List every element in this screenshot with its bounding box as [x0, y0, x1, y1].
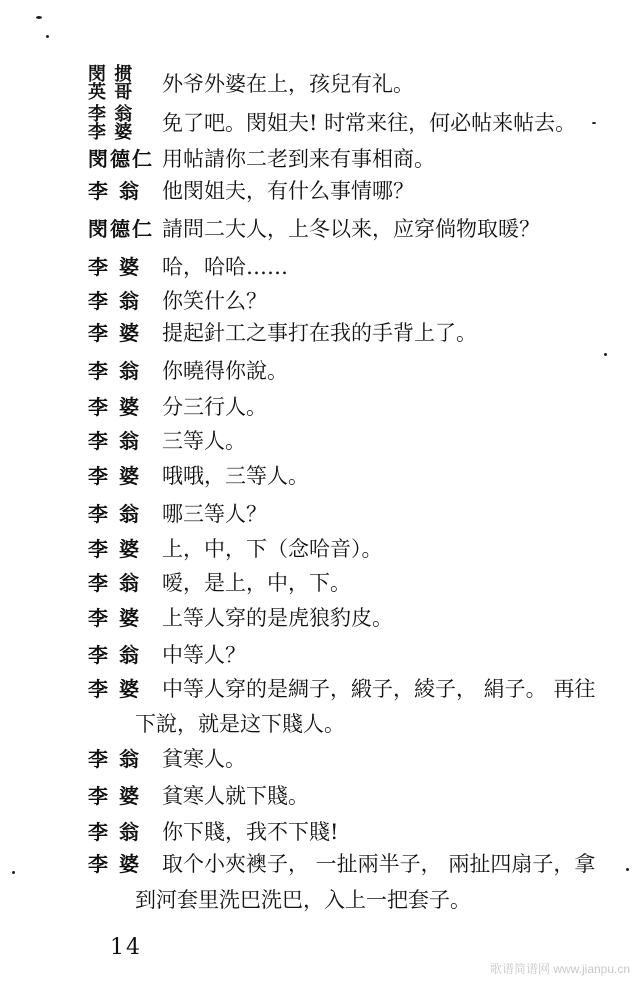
speaker-name: 李 翁: [88, 104, 134, 125]
speaker: [88, 644, 141, 666]
speaker-name: 李 翁: [88, 571, 141, 595]
speaker: [88, 748, 141, 770]
speaker-name: 李 婆: [88, 395, 141, 419]
speech-text: 嗳，是上，中，下。: [162, 571, 351, 595]
speaker-name: 李 翁: [88, 747, 141, 771]
speaker-name: 李 婆: [88, 537, 141, 561]
speech-text: 上，中，下（念哈音）。: [162, 537, 383, 561]
speaker: [88, 607, 141, 629]
speaker: [88, 853, 141, 875]
speaker: [88, 572, 141, 594]
scan-speck: [604, 353, 607, 356]
speaker-name: 李 翁: [88, 179, 141, 203]
speaker: [88, 503, 141, 525]
speaker: [88, 218, 154, 240]
speaker-name: 李 婆: [88, 122, 134, 143]
speaker: [88, 678, 141, 700]
speaker-name: 閔德仁: [88, 217, 154, 241]
speech-text: 你笑什么？: [162, 289, 267, 313]
scan-speck: [592, 122, 596, 124]
speaker: [88, 256, 141, 278]
speaker-name: 李 婆: [88, 321, 141, 345]
speaker-name: 閔 掼: [88, 64, 134, 85]
speech-text: 中等人穿的是綢子，緞子，綾子， 絹子。 再往: [162, 677, 596, 701]
speaker: [88, 290, 141, 312]
speech-text: 他閔姐夫，有什么事情哪？: [162, 179, 414, 203]
speech-text: 外爷外婆在上，孩兒有礼。: [162, 72, 414, 96]
speaker-name: 李 婆: [88, 784, 141, 808]
speech-text: 取个小夾襖子， 一扯兩半子， 兩扯四扇子，拿: [162, 852, 596, 876]
speaker-name: 李 婆: [88, 677, 141, 701]
speaker: [88, 430, 141, 452]
speaker: [88, 360, 141, 382]
speech-text: 你曉得你說。: [162, 359, 288, 383]
speaker-name: 李 翁: [88, 502, 141, 526]
speaker-name: 閔德仁: [88, 147, 154, 171]
speaker-name: 李 翁: [88, 359, 141, 383]
speaker-name: 李 婆: [88, 255, 141, 279]
speech-text: 貧寒人。: [162, 747, 246, 771]
speech-text: 哦哦，三等人。: [162, 464, 309, 488]
page-number: 14: [110, 935, 142, 960]
speaker-name: 李 翁: [88, 289, 141, 313]
speaker: [88, 538, 141, 560]
speech-continuation: 下說，就是这下賤人。: [135, 712, 345, 736]
speech-continuation: 到河套里洗巴洗巴，入上一把套子。: [135, 888, 471, 912]
speaker: [88, 821, 141, 843]
speaker-name: 李 婆: [88, 606, 141, 630]
speaker-name: 李 翁: [88, 820, 141, 844]
site-watermark: 歌谱简谱网 www.jianpu.cn: [490, 962, 631, 976]
speaker: [88, 66, 133, 102]
speech-text: 你下賤，我不下賤!: [162, 820, 339, 844]
speech-text: 哈，哈哈……: [162, 255, 288, 279]
speaker: [88, 148, 154, 170]
speech-text: 貧寒人就下賤。: [162, 784, 309, 808]
speech-text: 提起針工之事打在我的手背上了。: [162, 321, 477, 345]
speaker-name: 李 婆: [88, 464, 141, 488]
speaker-name: 李 婆: [88, 852, 141, 876]
speech-text: 上等人穿的是虎狼豹皮。: [162, 606, 393, 630]
speech-text: 哪三等人？: [162, 502, 267, 526]
scan-speck: [46, 35, 49, 38]
speaker-name: 英 哥: [88, 82, 134, 103]
speech-text: 用帖請你二老到来有事相商。: [162, 147, 435, 171]
scan-speck: [12, 871, 15, 874]
speaker: [88, 106, 133, 142]
speaker: [88, 322, 141, 344]
speaker-name: 李 翁: [88, 643, 141, 667]
speaker: [88, 180, 141, 202]
speaker-name: 李 翁: [88, 429, 141, 453]
speech-text: 分三行人。: [162, 395, 267, 419]
speaker: [88, 465, 141, 487]
speaker: [88, 785, 141, 807]
scan-speck: [626, 868, 629, 871]
speech-text: 請問二大人，上冬以来，应穿倘物取暖？: [162, 217, 540, 241]
scan-speck: [36, 16, 42, 19]
speaker: [88, 396, 141, 418]
speech-text: 中等人？: [162, 643, 246, 667]
speech-text: 免了吧。閔姐夫! 时常来往，何必帖来帖去。: [162, 111, 577, 135]
speech-text: 三等人。: [162, 429, 246, 453]
